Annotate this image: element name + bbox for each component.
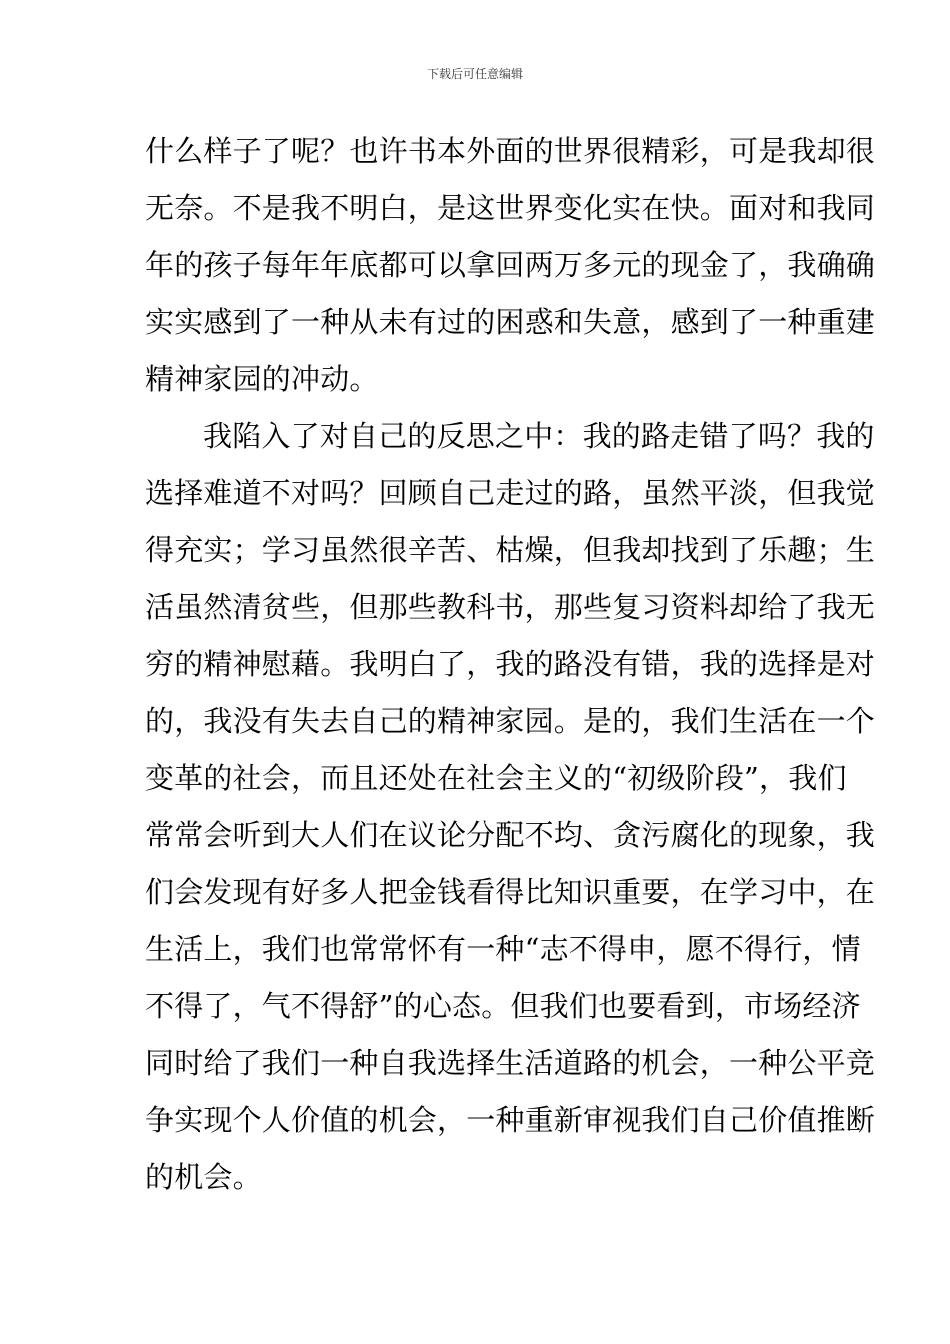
text-line: 的机会。 (145, 1160, 262, 1194)
text-line: 精神家园的冲动。 (145, 362, 379, 396)
text-line: 实实感到了一种从未有过的困惑和失意，感到了一种重建 (145, 305, 876, 339)
text-line: 不得了，气不得舒”的心态。但我们也要看到，市场经济 (145, 989, 861, 1023)
text-line: 同时给了我们一种自我选择生活道路的机会，一种公平竞 (145, 1046, 876, 1080)
text-line: 穷的精神慰藉。我明白了，我的路没有错，我的选择是对 (145, 647, 876, 681)
text-line: 们会发现有好多人把金钱看得比知识重要，在学习中，在 (145, 875, 876, 909)
text-line: 选择难道不对吗？回顾自己走过的路，虽然平淡，但我觉 (145, 476, 876, 510)
text-line: 无奈。不是我不明白，是这世界变化实在快。面对和我同 (145, 191, 876, 225)
text-line: 生活上，我们也常常怀有一种“志不得申，愿不得行，情 (145, 932, 861, 966)
document-body (145, 128, 876, 1211)
text-line: 我陷入了对自己的反思之中：我的路走错了吗？我的 (203, 419, 875, 453)
text-line: 年的孩子每年年底都可以拿回两万多元的现金了，我确确 (145, 248, 876, 282)
text-line: 什么样子了呢？也许书本外面的世界很精彩，可是我却很 (145, 134, 876, 168)
text-line: 的，我没有失去自己的精神家园。是的，我们生活在一个 (145, 704, 876, 738)
page-header: 下载后可任意编辑 (426, 67, 523, 81)
text-line: 活虽然清贫些，但那些教科书，那些复习资料却给了我无 (145, 590, 876, 624)
text-line: 得充实；学习虽然很辛苦、枯燥，但我却找到了乐趣；生 (145, 533, 876, 567)
paragraph-2 (145, 413, 876, 1211)
text-line: 变革的社会，而且还处在社会主义的“初级阶段”，我们 (145, 761, 847, 795)
text-line: 常常会听到大人们在议论分配不均、贪污腐化的现象，我 (145, 818, 876, 852)
text-line: 争实现个人价值的机会，一种重新审视我们自己价值推断 (145, 1103, 876, 1137)
paragraph-1 (145, 128, 876, 413)
